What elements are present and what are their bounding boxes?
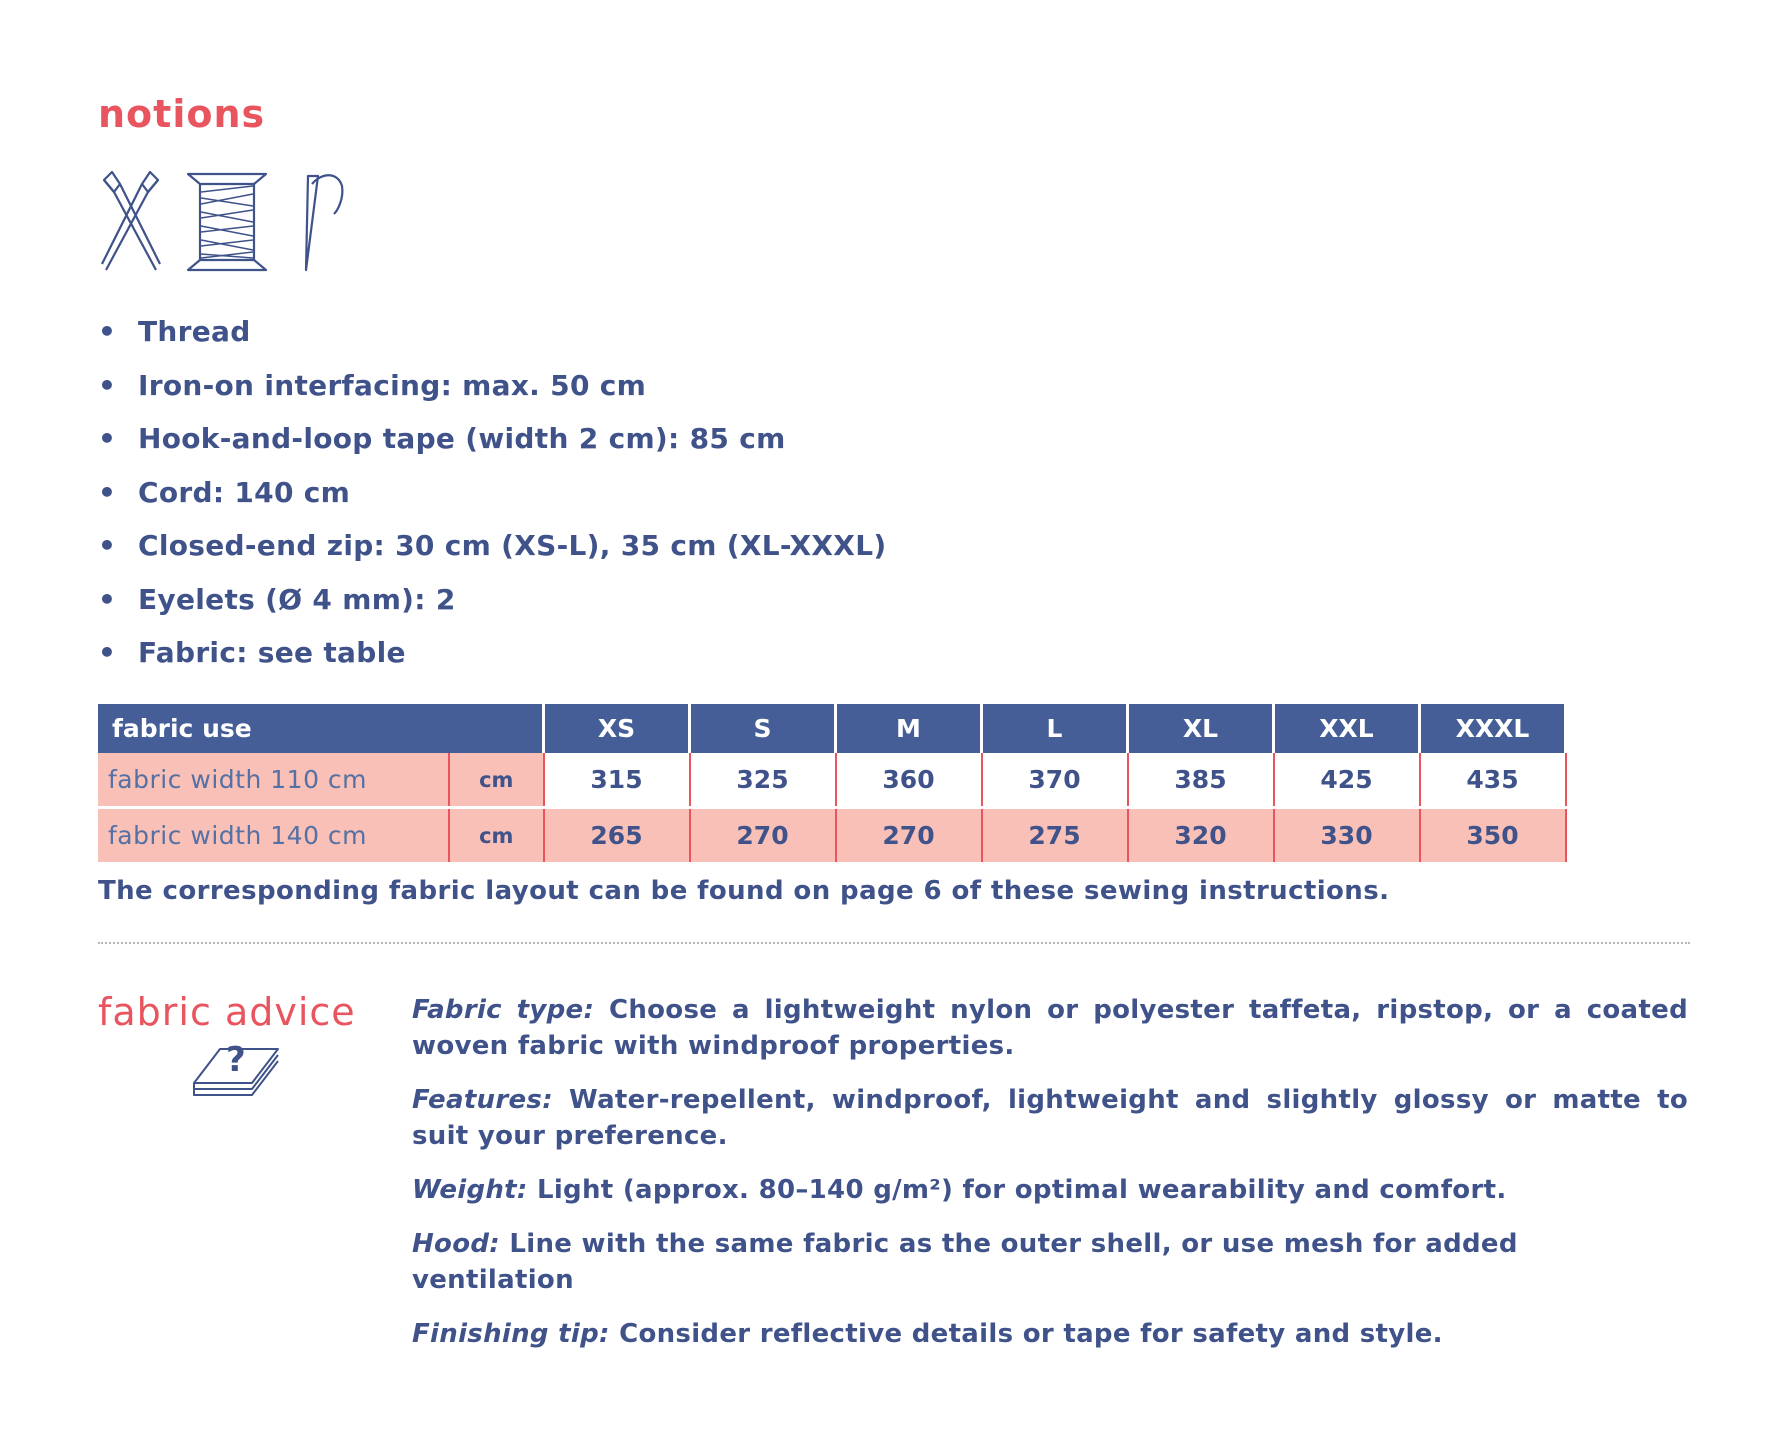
advice-term: Weight: — [412, 1175, 528, 1205]
table-cell: 325 — [690, 753, 836, 808]
scissors-icon — [98, 170, 164, 274]
list-item — [98, 471, 886, 525]
thread-spool-icon — [186, 170, 268, 274]
advice-item — [412, 992, 1688, 1064]
fabric-table — [98, 704, 1567, 862]
list-item-text: Iron-on interfacing: max. 50 cm — [138, 368, 647, 402]
fabric-advice-list — [412, 992, 1688, 1370]
advice-term: Features: — [412, 1085, 553, 1115]
list-item-text: Hook-and-loop tape (width 2 cm): 85 cm — [138, 422, 786, 455]
list-item-text: Thread — [138, 315, 251, 348]
row-label: fabric width 110 cm — [98, 753, 449, 808]
list-item-text: Cord: 140 cm — [138, 475, 351, 509]
table-header-size: XS — [544, 704, 690, 753]
table-cell: 425 — [1274, 753, 1420, 808]
row-unit: cm — [449, 808, 544, 863]
table-cell: 370 — [982, 753, 1128, 808]
table-header-size: XXL — [1274, 704, 1420, 753]
advice-item — [412, 1172, 1688, 1208]
table-cell: 435 — [1420, 753, 1566, 808]
advice-term: Finishing tip: — [412, 1319, 610, 1349]
table-header-size: XL — [1128, 704, 1274, 753]
table-cell: 315 — [544, 753, 690, 808]
section-divider — [98, 942, 1690, 944]
advice-text: Water-repellent, windproof, lightweight and slightly glossy or matte to suit your preference. — [412, 1085, 1688, 1151]
table-cell: 330 — [1274, 808, 1420, 863]
bullet-icon: • — [98, 315, 117, 348]
list-item — [98, 310, 886, 364]
bullet-icon: • — [98, 368, 117, 402]
advice-text: Line with the same fabric as the outer shell, or use mesh for added ventilation — [412, 1229, 1518, 1295]
table-cell: 385 — [1128, 753, 1274, 808]
table-row — [98, 753, 1566, 808]
fabric-question-icon — [190, 1035, 280, 1099]
fabric-layout-note: The corresponding fabric layout can be found on page 6 of these sewing instructions. — [98, 876, 1390, 906]
list-item — [98, 417, 886, 471]
list-item — [98, 631, 886, 685]
table-cell: 275 — [982, 808, 1128, 863]
notions-heading: notions — [98, 92, 266, 136]
table-header-size: S — [690, 704, 836, 753]
table-header-row — [98, 704, 1566, 753]
table-cell: 265 — [544, 808, 690, 863]
list-item-text: Eyelets (Ø 4 mm): 2 — [138, 582, 456, 616]
table-cell: 270 — [690, 808, 836, 863]
table-header-label: fabric use — [98, 704, 544, 753]
list-item-text: Fabric: see table — [138, 636, 406, 669]
table-header-size: L — [982, 704, 1128, 753]
advice-text: Consider reflective details or tape for safety and style. — [619, 1319, 1443, 1349]
advice-item — [412, 1226, 1688, 1298]
advice-text: Choose a lightweight nylon or polyester taffeta, ripstop, or a coated woven fabric with windproof properties. — [412, 995, 1688, 1061]
svg-text:?: ? — [226, 1040, 246, 1080]
table-header-size: M — [836, 704, 982, 753]
table-cell: 270 — [836, 808, 982, 863]
needle-icon — [294, 170, 346, 274]
advice-item — [412, 1082, 1688, 1154]
list-item — [98, 364, 886, 418]
advice-term: Fabric type: — [412, 995, 595, 1025]
fabric-advice-heading: fabric advice — [98, 990, 356, 1034]
advice-item — [412, 1316, 1688, 1352]
notions-icons — [98, 170, 358, 280]
bullet-icon: • — [98, 582, 117, 616]
notions-list — [98, 310, 886, 685]
table-header-size: XXXL — [1420, 704, 1566, 753]
row-unit: cm — [449, 753, 544, 808]
row-label: fabric width 140 cm — [98, 808, 449, 863]
bullet-icon: • — [98, 422, 117, 455]
advice-term: Hood: — [412, 1229, 500, 1259]
list-item — [98, 578, 886, 632]
table-cell: 360 — [836, 753, 982, 808]
bullet-icon: • — [98, 636, 117, 669]
bullet-icon: • — [98, 475, 117, 509]
table-row — [98, 808, 1566, 863]
list-item — [98, 524, 886, 578]
bullet-icon: • — [98, 529, 117, 562]
table-cell: 320 — [1128, 808, 1274, 863]
advice-text: Light (approx. 80–140 g/m²) for optimal wearability and comfort. — [536, 1175, 1507, 1205]
table-cell: 350 — [1420, 808, 1566, 863]
list-item-text: Closed-end zip: 30 cm (XS-L), 35 cm (XL-XXXL) — [138, 529, 887, 562]
